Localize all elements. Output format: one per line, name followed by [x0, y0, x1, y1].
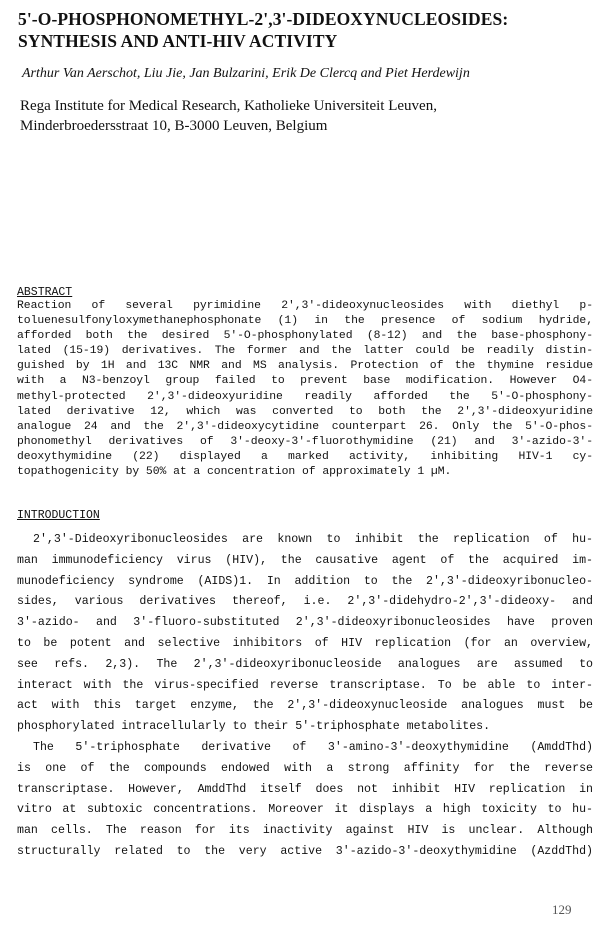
- page-number: 129: [552, 902, 572, 917]
- affiliation: [20, 96, 437, 136]
- abstract-line: topathogenicity by 50% at a concentration of approximately 1 µM.: [17, 466, 452, 479]
- intro-line: transcriptase. However, AmddThd itself does not inhibit HIV replication in: [17, 782, 593, 796]
- affiliation-line-2: Minderbroedersstraat 10, B-3000 Leuven, Belgium: [20, 118, 328, 134]
- intro-line: man immunodeficiency virus (HIV), the causative agent of the acquired im-: [17, 553, 593, 567]
- paper-title: [18, 8, 588, 52]
- abstract-line: deoxythymidine (22) displayed a marked activity, inhibiting HIV-1 cy-: [17, 450, 593, 463]
- intro-line: interact with the virus-specified reverse transcriptase. To be able to inter-: [17, 678, 593, 692]
- abstract-line: Reaction of several pyrimidine 2',3'-dideoxynucleosides with diethyl p-: [17, 300, 593, 312]
- abstract-line: analogue 24 and the 2',3'-dideoxycytidine counterpart 26. Only the 5'-O-phos-: [17, 420, 593, 433]
- intro-line: vitro at subtoxic concentrations. Moreover it displays a high toxicity to hu-: [17, 803, 593, 817]
- intro-line: see refs. 2,3). The 2',3'-dideoxyribonucleoside analogues are assumed to: [17, 657, 593, 671]
- title-line-2: SYNTHESIS AND ANTI-HIV ACTIVITY: [18, 31, 338, 51]
- abstract-line: methyl-protected 2',3'-dideoxyuridine readily afforded the 5'-O-phosphony-: [17, 390, 593, 403]
- intro-line: to be potent and selective inhibitors of HIV replication (for an overview,: [17, 636, 593, 650]
- abstract-line: phonomethyl derivatives of 3'-deoxy-3'-fluorothymidine (21) and 3'-azido-3'-: [17, 435, 593, 448]
- abstract-body: [17, 299, 593, 480]
- intro-line: phosphorylated intracellularly to their 5'-triphosphate metabolites.: [17, 720, 491, 734]
- abstract-line: guished by 1H and 13C NMR and MS analysis. Protection of the thymine residue: [17, 360, 593, 373]
- intro-line: man cells. The reason for its inactivity against HIV is unclear. Although: [17, 824, 593, 838]
- intro-line: act with this target enzyme, the 2',3'-dideoxynucleoside analogues must be: [17, 699, 593, 713]
- abstract-line: toluenesulfonyloxymethanephosphonate (1) in the presence of sodium hydride,: [17, 315, 593, 328]
- intro-line: is one of the compounds endowed with a strong affinity for the reverse: [17, 761, 593, 775]
- intro-line: sides, various derivatives thereof, i.e. 2',3'-didehydro-2',3'-dideoxy- and: [17, 595, 593, 609]
- intro-line: 3'-azido- and 3'-fluoro-substituted 2',3'-dideoxyribonucleosides have proven: [17, 616, 593, 630]
- intro-line: 2',3'-Dideoxyribonucleosides are known to inhibit the replication of hu-: [33, 533, 593, 546]
- title-line-1: 5'-O-PHOSPHONOMETHYL-2',3'-DIDEOXYNUCLEOSIDES:: [18, 9, 509, 29]
- introduction-heading: INTRODUCTION: [17, 509, 100, 522]
- abstract-line: afforded both the desired 5'-O-phosphonylated (8-12) and the base-phosphony-: [17, 330, 593, 343]
- affiliation-line-1: Rega Institute for Medical Research, Katholieke Universiteit Leuven,: [20, 98, 437, 114]
- abstract-line: lated (15-19) derivatives. The former and the latter could be readily distin-: [17, 345, 593, 358]
- abstract-heading: ABSTRACT: [17, 286, 73, 299]
- abstract-line: lated derivative 12, which was converted to both the 2',3'-dideoxyuridine: [17, 405, 593, 418]
- intro-line: munodeficiency syndrome (AIDS)1. In addition to the 2',3'-dideoxyribonucleo-: [17, 574, 593, 588]
- abstract-line: with a N3-benzoyl group failed to prevent base modification. However O4-: [17, 375, 593, 388]
- intro-line: structurally related to the very active 3'-azido-3'-deoxythymidine (AzddThd): [17, 844, 593, 858]
- author-list: Arthur Van Aerschot, Liu Jie, Jan Bulzarini, Erik De Clercq and Piet Herdewijn: [22, 66, 470, 81]
- introduction-body: [17, 530, 593, 863]
- intro-line: The 5'-triphosphate derivative of 3'-amino-3'-deoxythymidine (AmddThd): [33, 740, 593, 754]
